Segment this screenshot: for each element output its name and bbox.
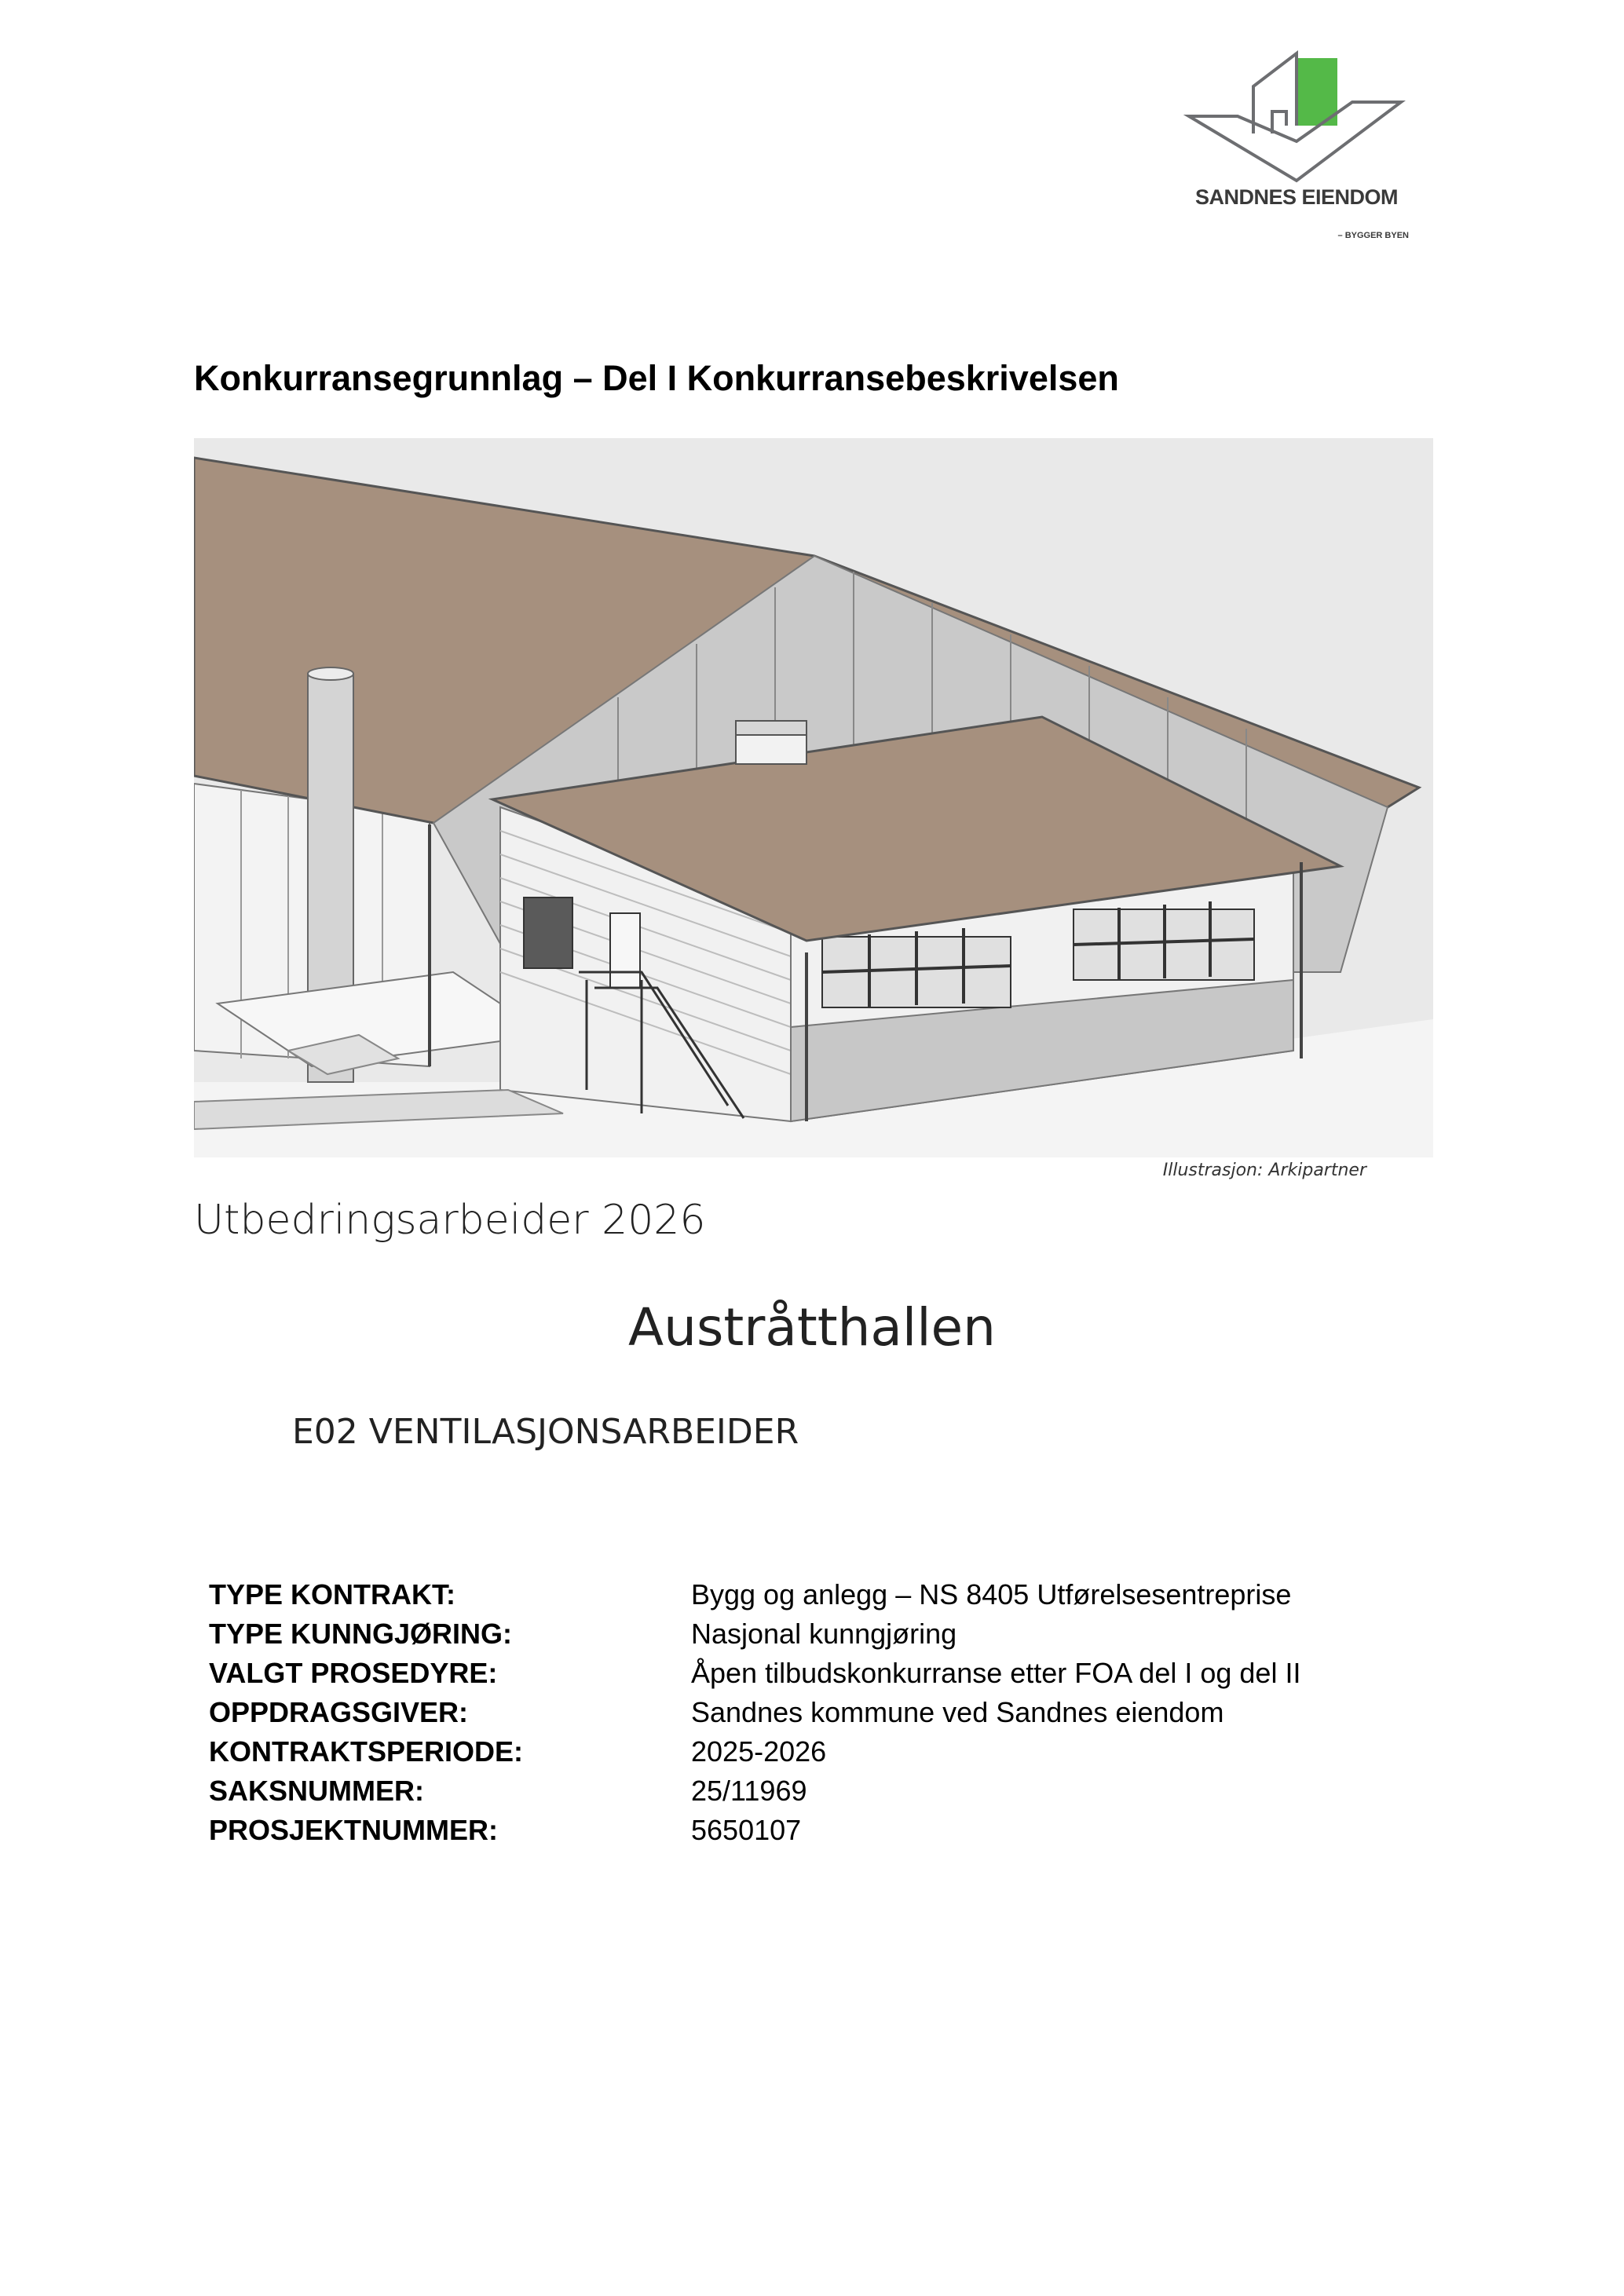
details-value: 5650107 (691, 1814, 802, 1846)
sandnes-eiendom-logo (1175, 47, 1418, 259)
details-row (209, 1814, 1300, 1853)
details-row (209, 1775, 1300, 1814)
building-illustration (194, 438, 1433, 1157)
details-row (209, 1657, 1300, 1696)
details-value: Åpen tilbudskonkurranse etter FOA del I og del II (691, 1657, 1301, 1689)
details-value: 25/11969 (691, 1775, 807, 1807)
details-row (209, 1696, 1300, 1735)
illustration-caption: Illustrasjon: Arkipartner (1162, 1161, 1366, 1180)
details-value: Sandnes kommune ved Sandnes eiendom (691, 1696, 1224, 1728)
details-label: OPPDRAGSGIVER: (209, 1696, 469, 1728)
contract-title: E02 VENTILASJONSARBEIDER (292, 1412, 799, 1452)
project-name: Austråtthallen (628, 1297, 996, 1358)
details-value: 2025-2026 (691, 1735, 827, 1768)
document-heading: Konkurransegrunnlag – Del I Konkurransebeskrivelsen (194, 358, 1119, 398)
details-row (209, 1618, 1300, 1657)
details-value: Nasjonal kunngjøring (691, 1618, 957, 1650)
logo-slogan: – BYGGER BYEN (1337, 231, 1409, 240)
details-row (209, 1735, 1300, 1775)
logo-name: SANDNES EIENDOM (1194, 185, 1399, 209)
details-label: PROSJEKTNUMMER: (209, 1814, 499, 1846)
house-logo-icon (1175, 47, 1418, 188)
details-row (209, 1578, 1300, 1618)
details-label: TYPE KUNNGJØRING: (209, 1618, 513, 1650)
logo-house-outline (1253, 53, 1297, 133)
cover-illustration (194, 438, 1433, 1157)
details-label: KONTRAKTSPERIODE: (209, 1735, 524, 1768)
details-value: Bygg og anlegg – NS 8405 Utførelsesentreprise (691, 1578, 1292, 1610)
details-label: VALGT PROSEDYRE: (209, 1657, 498, 1689)
document-subtitle: Utbedringsarbeider 2026 (194, 1197, 706, 1244)
contract-details-table (209, 1578, 1300, 1853)
details-label: TYPE KONTRAKT: (209, 1578, 455, 1610)
details-label: SAKSNUMMER: (209, 1775, 424, 1807)
